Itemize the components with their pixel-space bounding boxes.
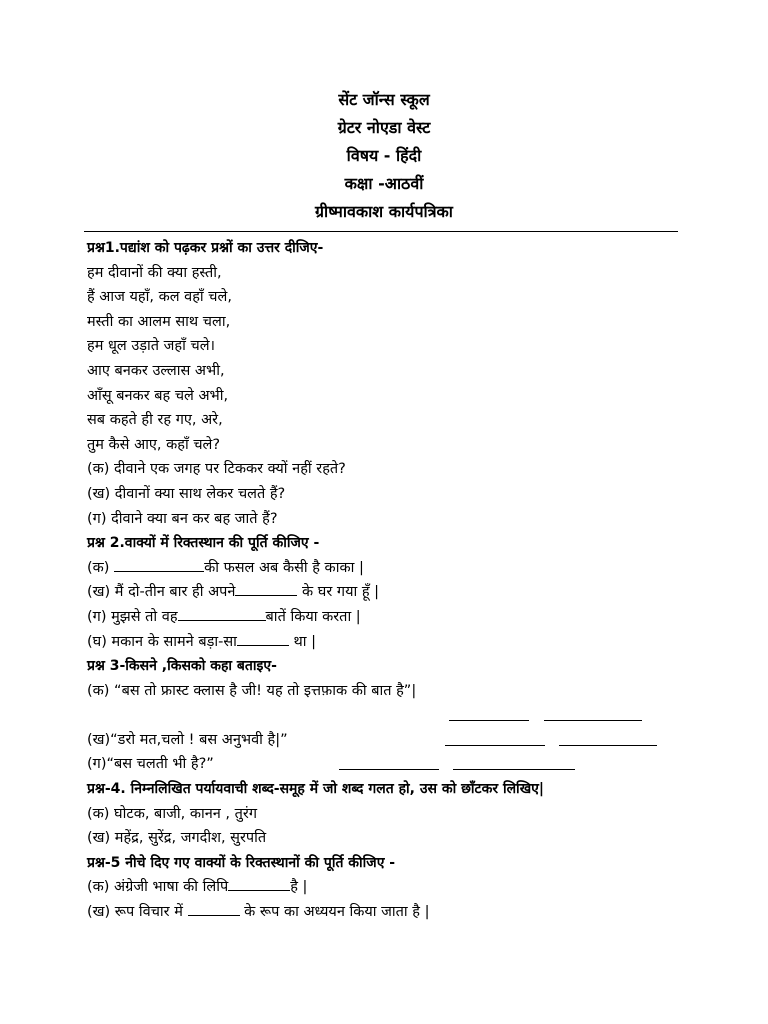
answer-blank[interactable] [339, 769, 439, 770]
item-text: था | [288, 633, 317, 650]
answer-blank[interactable] [445, 745, 545, 746]
question-1-heading: प्रश्न1.पद्यांश को पढ़कर प्रश्नों का उत्तर दीजिए- [87, 240, 324, 256]
school-name: सेंट जॉन्स स्कूल [338, 90, 430, 109]
worksheet-title: ग्रीष्मावकाश कार्यपत्रिका [315, 202, 453, 221]
fill-blank-item [87, 556, 687, 581]
q4-item: (क) घोटक, बाजी, कानन , तुरंग [87, 805, 257, 822]
question-5-heading: प्रश्न-5 नीचे दिए गए वाक्यों के रिक्तस्थानों की पूर्ति कीजिए - [87, 854, 396, 871]
poem-line: मस्ती का आलम साथ चला, [87, 313, 231, 330]
class-line: कक्षा -आठवीं [344, 174, 424, 193]
poem-line: तुम कैसे आए, कहाँ चले? [87, 436, 221, 453]
item-text: (ग)“बस चलती भी है?” [87, 756, 214, 773]
item-text: की फसल अब कैसी है काका | [204, 559, 364, 576]
q3-item [87, 752, 687, 777]
answer-blank[interactable] [237, 631, 289, 646]
answer-blank[interactable] [114, 557, 204, 572]
school-location: ग्रेटर नोएडा वेस्ट [337, 118, 431, 137]
item-text: है | [290, 879, 308, 896]
poem-line: हम धूल उड़ाते जहाँ चले। [87, 338, 216, 355]
answer-blank[interactable] [559, 745, 657, 746]
question-3-heading: प्रश्न 3-किसने ,किसको कहा बताइए- [87, 658, 277, 675]
fill-blank-item [87, 605, 687, 630]
item-text: (क) [87, 559, 115, 576]
poem-line: हम दीवानों की क्या हस्ती, [87, 264, 222, 281]
item-text: बातें किया करता | [265, 608, 361, 625]
item-text: (क) अंग्रेजी भाषा की लिपि [87, 879, 229, 896]
answer-blank[interactable] [188, 901, 240, 916]
answer-blank[interactable] [235, 581, 297, 596]
item-text: (ख) मैं दो-तीन बार ही अपने [87, 584, 236, 601]
item-text: (घ) मकान के सामने बड़ा-सा [87, 633, 237, 650]
item-text: (ग) मुझसे तो वह [87, 608, 178, 625]
header-divider [84, 231, 678, 232]
question-4-heading: प्रश्न-4. निम्नलिखित पर्यायवाची शब्द-समूह में जो शब्द गलत हो, उस को छाँटकर लिखिए| [87, 781, 544, 798]
q1-subquestion: (क) दीवाने एक जगह पर टिककर क्यों नहीं रहते? [87, 461, 346, 478]
fill-blank-item [87, 630, 687, 655]
poem-line: सब कहते ही रह गए, अरे, [87, 412, 223, 429]
poem-line: आँसू बनकर बह चले अभी, [87, 387, 229, 404]
answer-blank[interactable] [228, 876, 290, 891]
answer-blank[interactable] [178, 606, 266, 621]
item-text: के घर गया हूँ | [297, 584, 380, 601]
answer-blank[interactable] [453, 769, 575, 770]
subject-line: विषय - हिंदी [346, 146, 422, 165]
document-header [0, 86, 768, 226]
fill-blank-item [87, 580, 687, 605]
answer-blank[interactable] [544, 720, 642, 721]
item-text: (ख)“डरो मत,चलो ! बस अनुभवी है|” [87, 731, 288, 748]
worksheet-body [87, 236, 687, 925]
fill-blank-item [87, 875, 687, 900]
q1-subquestion: (ग) दीवाने क्या बन कर बह जाते हैं? [87, 510, 278, 527]
q1-subquestion: (ख) दीवानों क्या साथ लेकर चलते हैं? [87, 485, 286, 502]
item-text: के रूप का अध्ययन किया जाता है | [239, 904, 430, 921]
q3-item [87, 728, 687, 753]
answer-blank[interactable] [449, 720, 529, 721]
poem-line: आए बनकर उल्लास अभी, [87, 362, 225, 379]
q3-item: (क) “बस तो फ्रास्ट क्लास है जी! यह तो इत्तफ़ाक की बात है”| [87, 682, 417, 699]
q4-item: (ख) महेंद्र, सुरेंद्र, जगदीश, सुरपति [87, 830, 267, 847]
fill-blank-item [87, 900, 687, 925]
q3-answer-row [87, 703, 687, 728]
item-text: (ख) रूप विचार में [87, 904, 188, 921]
poem-line: हैं आज यहाँ, कल वहाँ चले, [87, 289, 232, 306]
question-2-heading: प्रश्न 2.वाक्यों में रिक्तस्थान की पूर्ति कीजिए - [87, 535, 320, 552]
